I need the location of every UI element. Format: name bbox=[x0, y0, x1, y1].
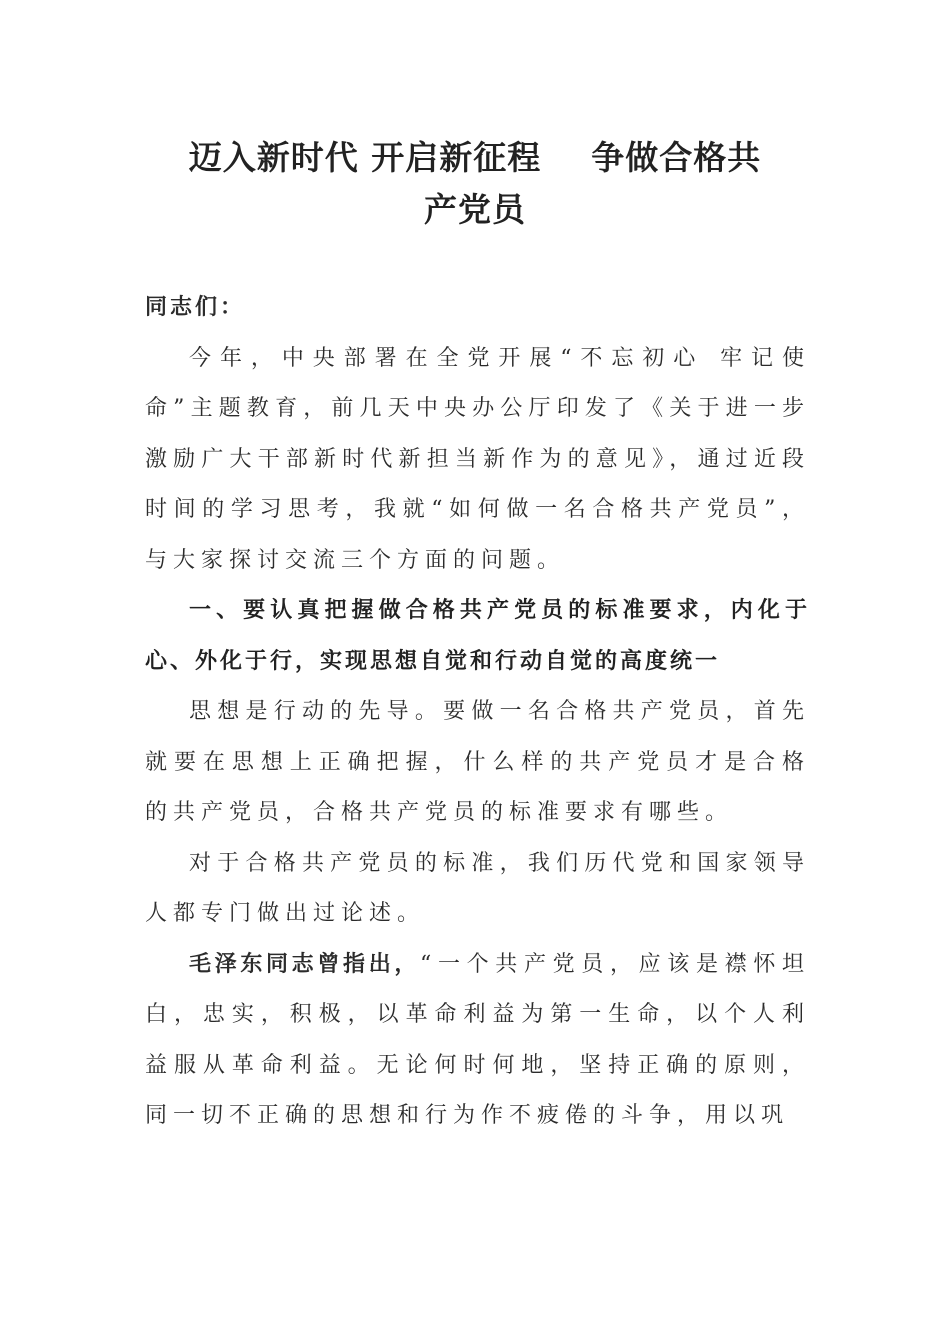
paragraph-mao-quote bbox=[145, 940, 810, 1142]
title-line-2: 产党员 bbox=[424, 190, 526, 229]
title-line-1: 迈入新时代 开启新征程 争做合格共 bbox=[188, 138, 762, 177]
greeting: 同志们： bbox=[145, 295, 246, 320]
document-title bbox=[145, 132, 805, 236]
paragraph-quote-text: “一个共产党员，应该是襟怀坦白，忠实，积极，以革命利益为第一生命，以个人利益服从革命利益。无论何时何地，坚持正确的原则，同一切不正确的思想和行为作不疲倦的斗争，用以巩 bbox=[145, 951, 810, 1128]
paragraph-standards: 对于合格共产党员的标准，我们历代党和国家领导人都专门做出过论述。 bbox=[145, 850, 810, 926]
paragraph-intro: 今年，中央部署在全党开展“不忘初心 牢记使命”主题教育，前几天中央办公厅印发了《关于进一步激励广大干部新时代新担当新作为的意见》，通过近段时间的学习思考，我就“如何做一名合格共产党员”，与大家探讨交流三个方面的问题。 bbox=[145, 345, 810, 573]
paragraph-lead: 毛泽东同志曾指出， bbox=[189, 951, 421, 977]
paragraph-thought: 思想是行动的先导。要做一名合格共产党员，首先就要在思想上正确把握，什么样的共产党员才是合格的共产党员，合格共产党员的标准要求有哪些。 bbox=[145, 699, 810, 825]
document-body bbox=[145, 283, 810, 1142]
section-heading-1: 一、要认真把握做合格共产党员的标准要求，内化于心、外化于行，实现思想自觉和行动自觉的高度统一 bbox=[145, 598, 810, 674]
